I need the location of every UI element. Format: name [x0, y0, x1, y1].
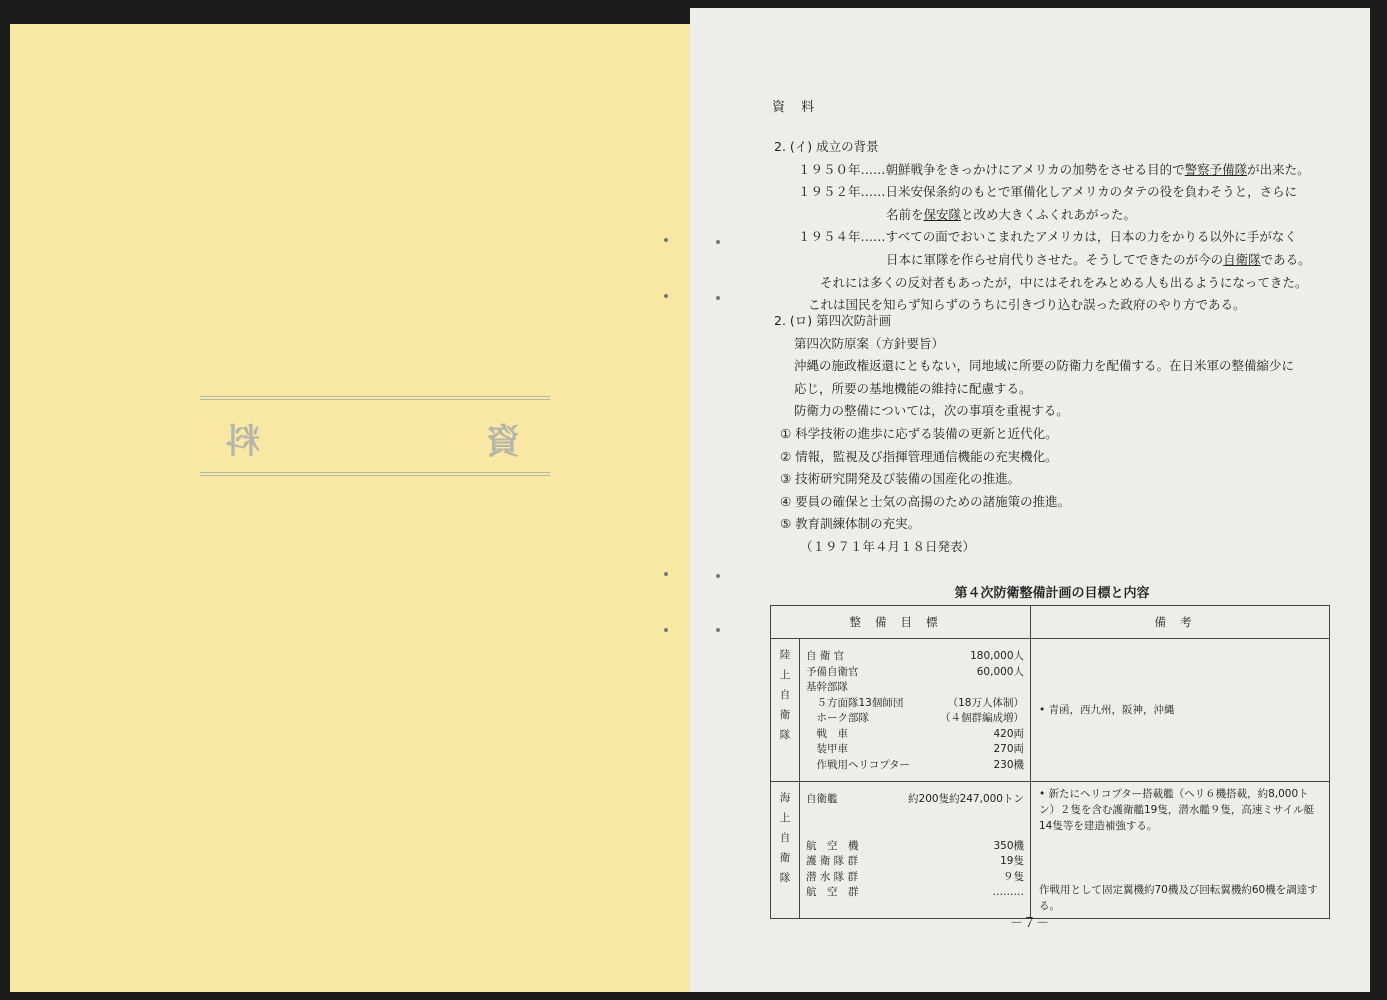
table-row [806, 808, 1024, 824]
paragraph: 防衛力の整備については，次の事項を重視する。 [794, 403, 1069, 419]
table-header-row [771, 606, 1330, 639]
maritime-note-2: 作戦用として固定翼機約70機及び回転翼機約60機を調達する。 [1039, 884, 1318, 912]
table-row: 自 衛 官 180,000人 [806, 650, 1024, 662]
paragraph: 沖縄の施政権返還にともない，同地域に所要の防衛力を配備する。在日米軍の整備縮少に [794, 358, 1295, 374]
section-plan [774, 310, 1294, 559]
section-heading: 2. (ロ) 第四次防計画 [774, 313, 892, 328]
table-row: 自衛艦 約200隻約247,000トン [806, 793, 1024, 805]
table-title: 第４次防衛整備計画の目標と内容 [954, 586, 1150, 601]
table-row: ５方面隊13個師団 （18万人体制） [806, 696, 1024, 709]
binding-hole [716, 240, 720, 244]
cover-page [10, 24, 690, 992]
table-row: 基幹部隊 [806, 681, 848, 693]
binding-hole [664, 628, 668, 632]
table-row: 戦 車 420両 [806, 727, 1024, 740]
table-row: 航 空 群 ……… [806, 886, 1024, 898]
maritime-note-1: • 新たにヘリコプター搭載艦（ヘリ６機搭載，約8,000トン）２隻を含む護衛艦19隻，潜水艦９隻，高速ミサイル艇14隻等を建造補強する。 [1039, 788, 1315, 832]
paragraph: 応じ，所要の基地機能の維持に配慮する。 [794, 380, 1032, 396]
table-row-ground [771, 639, 1330, 782]
history-line: １９５０年……朝鮮戦争をきっかけにアメリカの加勢をさせる目的で警察予備隊が出来た。 [798, 161, 1310, 177]
cover-title-char-2: 料 [226, 422, 260, 462]
ground-targets [800, 639, 1031, 782]
binding-hole [716, 628, 720, 632]
section-heading: 2. (イ) 成立の背景 [774, 139, 879, 154]
history-line: これは国民を知らず知らずのうちに引きづり込む誤った政府のやり方である。 [808, 297, 1246, 313]
list-item: ⑤ 教育訓練体制の充実。 [780, 516, 921, 532]
column-header-targets: 整備目標 [771, 606, 1031, 639]
binding-hole [716, 296, 720, 300]
list-item: ④ 要員の確保と士気の高揚のための諸施策の推進。 [780, 493, 1071, 509]
document-page [690, 8, 1370, 992]
binding-hole [664, 572, 668, 576]
list-item: ② 情報，監視及び指揮管理通信機能の充実機化。 [780, 448, 1058, 464]
history-line: 名前を保安隊と改め大きくふくれあがった。 [886, 206, 1137, 222]
cover-title [200, 396, 550, 476]
band-ground: 陸 上 自 衛 隊 [771, 639, 800, 782]
ground-notes: • 青函，西九州，阪神，沖縄 [1031, 639, 1330, 782]
subheading: 第四次防原案（方針要旨） [794, 335, 945, 351]
table-row: 航 空 機 350機 [806, 839, 1024, 852]
table-row: 予備自衛官 60,000人 [806, 665, 1024, 678]
page-number: －７－ [1010, 916, 1050, 931]
defense-plan-table [770, 605, 1330, 919]
section-background [774, 136, 1311, 317]
band-maritime: 海 上 自 衛 隊 [771, 782, 800, 919]
announcement-date: （１９７１年４月１８日発表） [800, 538, 976, 554]
history-line: 日本に軍隊を作らせ肩代りさせた。そうしてできたのが今の自衛隊である。 [886, 251, 1311, 267]
maritime-notes [1031, 782, 1330, 919]
maritime-targets [800, 782, 1031, 919]
history-line: １９５４年……すべての面でおいこまれたアメリカは，日本の力をかりる以外に手がなく [798, 229, 1297, 245]
page-header: 資 料 [772, 100, 821, 115]
table-row: 潜 水 隊 群 ９隻 [806, 870, 1024, 883]
binding-hole [716, 574, 720, 578]
column-header-notes: 備考 [1031, 606, 1330, 639]
table-row: 装甲車 270両 [806, 743, 1024, 755]
list-item: ③ 技術研究開発及び装備の国産化の推進。 [780, 471, 1021, 487]
binding-hole [664, 238, 668, 242]
cover-title-char-1: 資 [486, 422, 520, 462]
binding-hole [664, 294, 668, 298]
table-row: 護 衛 隊 群 19隻 [806, 855, 1024, 867]
history-line: １９５２年……日米安保条約のもとで軍備化しアメリカのタテの役を負わそうと，さらに [798, 184, 1298, 200]
list-item: ① 科学技術の進歩に応ずる装備の更新と近代化。 [780, 425, 1058, 441]
history-line: それには多くの反対者もあったが，中にはそれをみとめる人も出るようになってきた。 [820, 274, 1308, 290]
table-row-maritime [771, 782, 1330, 919]
table-row [806, 823, 1024, 839]
table-row: 作戦用ヘリコプター 230機 [806, 758, 1024, 771]
table-row: ホーク部隊 （４個群編成増） [806, 712, 1024, 724]
